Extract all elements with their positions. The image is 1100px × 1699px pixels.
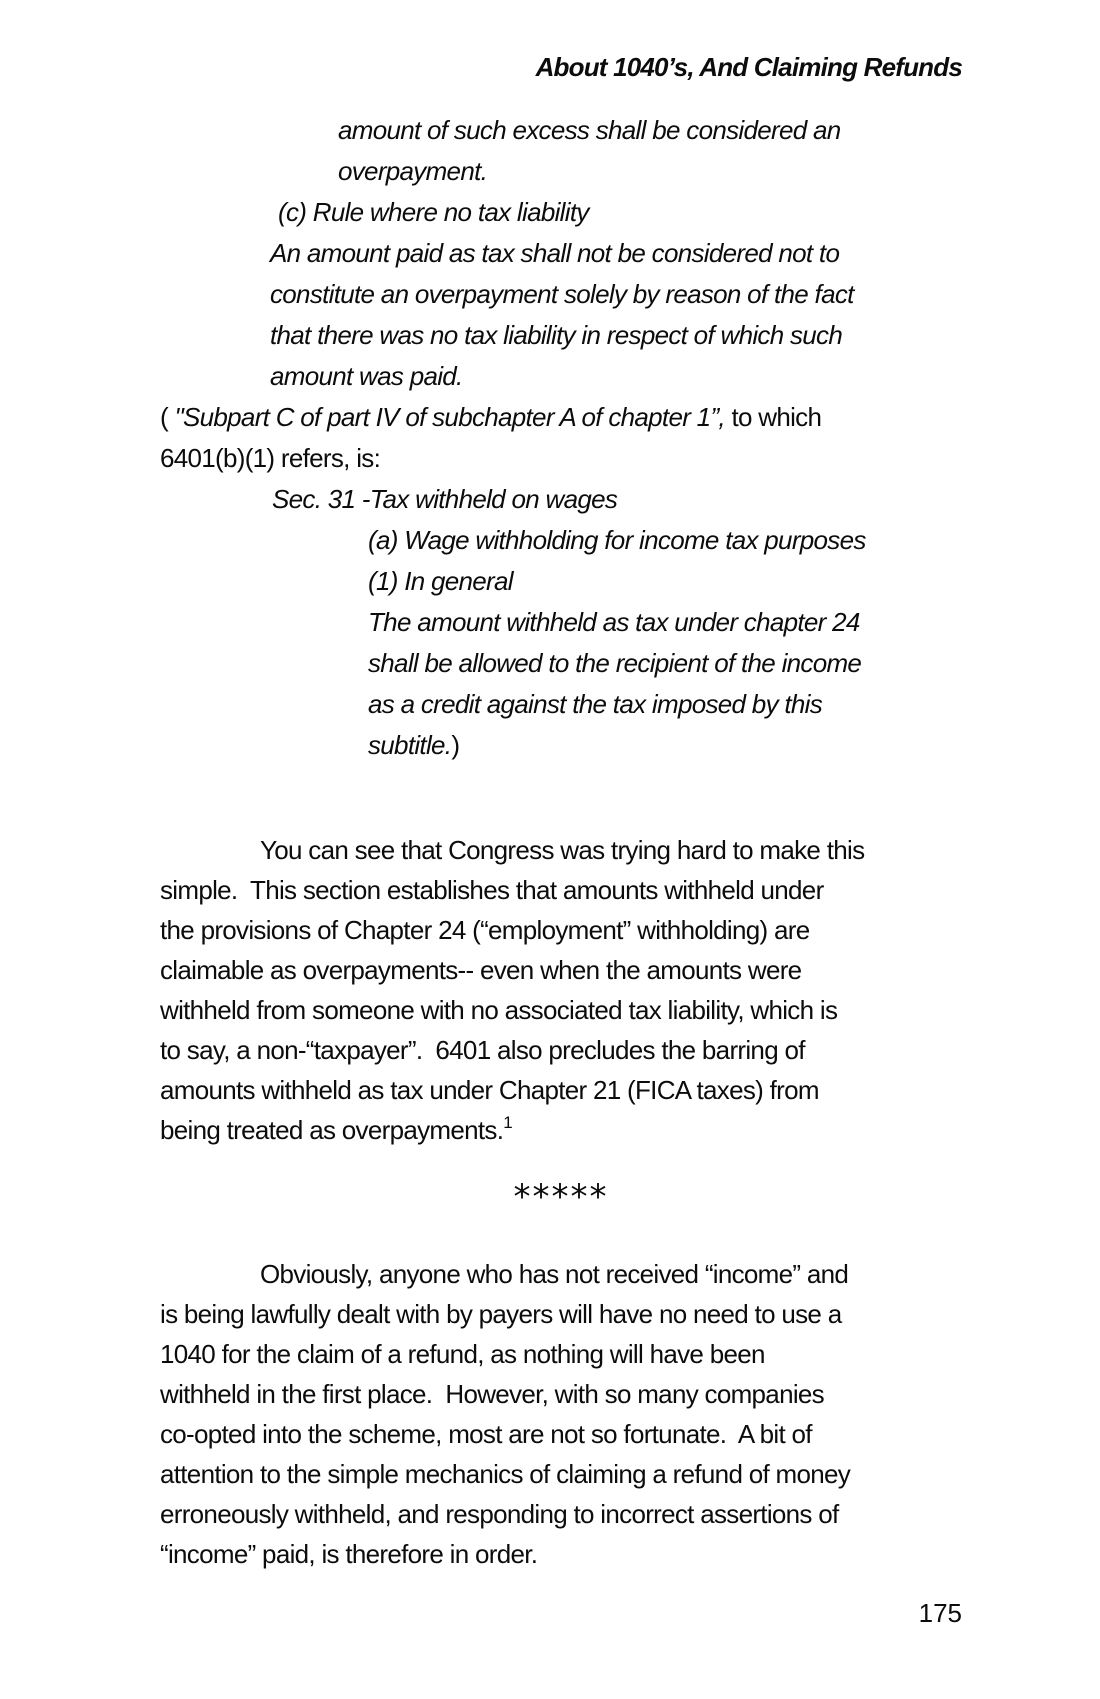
quote-line: An amount paid as tax shall not be considered not to: [270, 238, 840, 268]
quote-closing-line: [160, 725, 962, 766]
paragraph-line: withheld in the first place. However, with so many companies: [160, 1379, 824, 1409]
quote-line: The amount withheld as tax under chapter 24: [368, 607, 860, 637]
quote-line: shall be allowed to the recipient of the income: [368, 648, 862, 678]
quote-close-paren: ): [451, 730, 460, 760]
paragraph-line: the provisions of Chapter 24 (“employment” withholding) are: [160, 915, 810, 945]
statute-quote-block: [160, 110, 962, 766]
citation-suffix: to which: [724, 402, 822, 432]
separator-asterisks: *****: [513, 1177, 609, 1217]
body-paragraph-2: [160, 1254, 962, 1574]
quote-line: overpayment.: [338, 156, 488, 186]
running-header: About 1040’s, And Claiming Refunds: [535, 52, 962, 82]
quote-line: constitute an overpayment solely by reason of the fact: [270, 279, 854, 309]
paragraph-last-line: [160, 1110, 962, 1154]
citation-quoted-text: "Subpart C of part IV of subchapter A of chapter 1”,: [174, 402, 725, 432]
paragraph-line: co-opted into the scheme, most are not so fortunate. A bit of: [160, 1419, 812, 1449]
quote-line: as a credit against the tax imposed by this: [368, 689, 823, 719]
citation-line-2: 6401(b)(1) refers, is:: [160, 443, 381, 473]
section-separator: [160, 1172, 962, 1217]
paragraph-line: claimable as overpayments-- even when the amounts were: [160, 955, 802, 985]
quote-line: that there was no tax liability in respect of which such: [270, 320, 843, 350]
paragraph-line: attention to the simple mechanics of claiming a refund of money: [160, 1459, 851, 1489]
quote-line: (1) In general: [368, 566, 513, 596]
quote-line: amount was paid.: [270, 361, 463, 391]
paragraph-line: simple. This section establishes that amounts withheld under: [160, 875, 824, 905]
paragraph-line: to say, a non-“taxpayer”. 6401 also precludes the barring of: [160, 1035, 805, 1065]
section-heading-line: Sec. 31 -Tax withheld on wages: [272, 484, 618, 514]
paragraph-line-text: being treated as overpayments.: [160, 1115, 504, 1145]
quote-line: (c) Rule where no tax liability: [278, 197, 589, 227]
quote-line: amount of such excess shall be considered an: [338, 115, 841, 145]
quote-closing-word: subtitle.: [368, 730, 452, 760]
paragraph-line: withheld from someone with no associated tax liability, which is: [160, 995, 838, 1025]
paragraph-line: is being lawfully dealt with by payers will have no need to use a: [160, 1299, 842, 1329]
paragraph-line: You can see that Congress was trying hard to make this: [260, 835, 865, 865]
paragraph-line: 1040 for the claim of a refund, as nothing will have been: [160, 1339, 765, 1369]
citation-open-paren: (: [160, 402, 175, 432]
footnote-reference: 1: [503, 1113, 513, 1132]
paragraph-line: erroneously withheld, and responding to incorrect assertions of: [160, 1499, 839, 1529]
page-number: 175: [918, 1598, 962, 1628]
citation-line: [160, 397, 962, 438]
quote-line: (a) Wage withholding for income tax purposes: [368, 525, 866, 555]
paragraph-line: Obviously, anyone who has not received “income” and: [260, 1259, 849, 1289]
paragraph-line: “income” paid, is therefore in order.: [160, 1539, 538, 1569]
paragraph-line: amounts withheld as tax under Chapter 21 (FICA taxes) from: [160, 1075, 819, 1105]
body-paragraph-1: [160, 830, 962, 1154]
